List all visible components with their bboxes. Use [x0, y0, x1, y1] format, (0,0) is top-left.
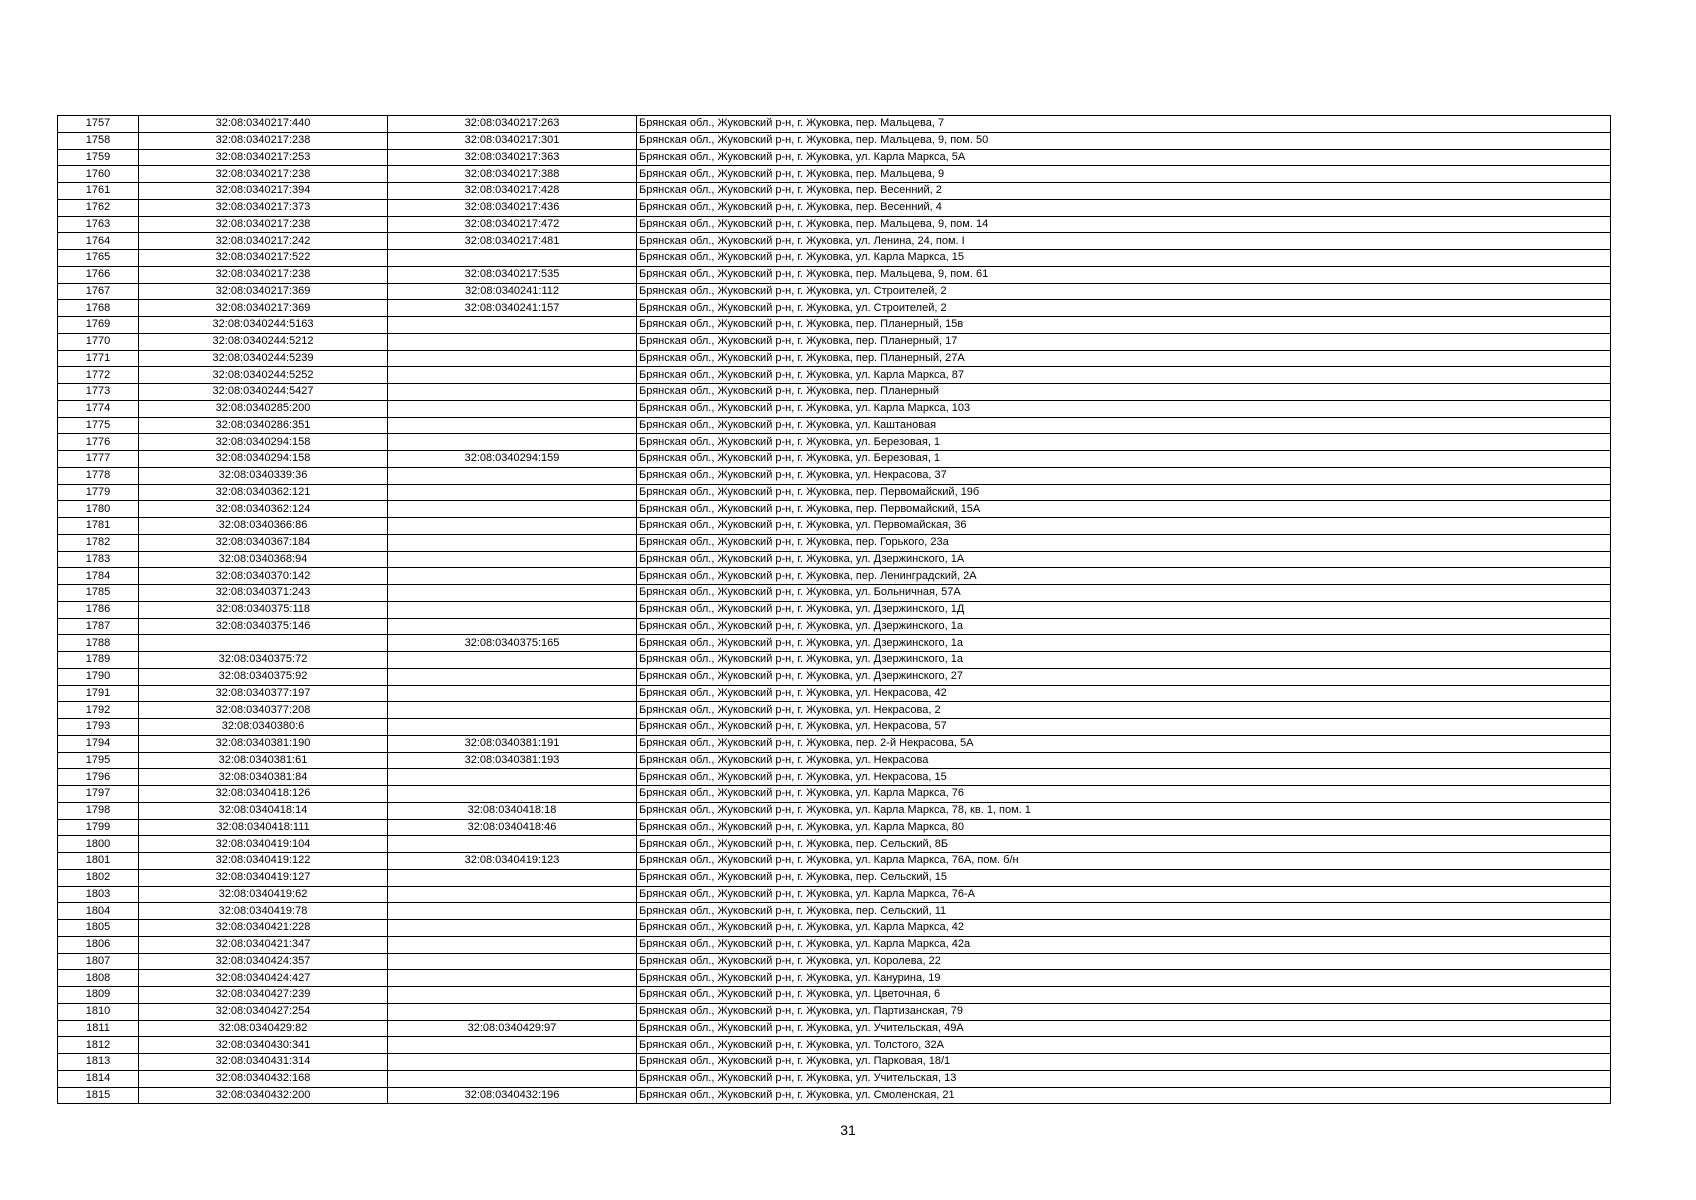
table-row — [58, 903, 1611, 920]
building-number-cell — [388, 434, 637, 451]
building-number-cell — [388, 518, 637, 535]
cadastral-number-cell: 32:08:0340217:238 — [139, 132, 388, 149]
table-row — [58, 233, 1611, 250]
table-row — [58, 149, 1611, 166]
address-cell: Брянская обл., Жуковский р-н, г. Жуковка, ул. Березовая, 1 — [637, 451, 1611, 468]
address-cell: Брянская обл., Жуковский р-н, г. Жуковка, пер. Мальцева, 9, пом. 61 — [637, 266, 1611, 283]
cadastral-number-cell: 32:08:0340217:394 — [139, 183, 388, 200]
address-cell: Брянская обл., Жуковский р-н, г. Жуковка, ул. Дзержинского, 27 — [637, 668, 1611, 685]
row-number-cell: 1758 — [58, 132, 139, 149]
row-number-cell: 1779 — [58, 484, 139, 501]
building-number-cell — [388, 250, 637, 267]
registry-table-body — [58, 116, 1611, 1104]
address-cell: Брянская обл., Жуковский р-н, г. Жуковка, ул. Каштановая — [637, 417, 1611, 434]
building-number-cell: 32:08:0340418:18 — [388, 802, 637, 819]
building-number-cell — [388, 484, 637, 501]
cadastral-number-cell: 32:08:0340421:347 — [139, 936, 388, 953]
building-number-cell: 32:08:0340217:535 — [388, 266, 637, 283]
cadastral-number-cell: 32:08:0340375:146 — [139, 618, 388, 635]
address-cell: Брянская обл., Жуковский р-н, г. Жуковка, ул. Карла Маркса, 103 — [637, 400, 1611, 417]
row-number-cell: 1790 — [58, 668, 139, 685]
building-number-cell — [388, 668, 637, 685]
cadastral-number-cell: 32:08:0340217:440 — [139, 116, 388, 133]
building-number-cell — [388, 551, 637, 568]
row-number-cell: 1808 — [58, 970, 139, 987]
cadastral-number-cell: 32:08:0340217:369 — [139, 283, 388, 300]
building-number-cell: 32:08:0340241:157 — [388, 300, 637, 317]
cadastral-number-cell: 32:08:0340432:168 — [139, 1070, 388, 1087]
row-number-cell: 1781 — [58, 518, 139, 535]
cadastral-number-cell: 32:08:0340419:104 — [139, 836, 388, 853]
table-row — [58, 317, 1611, 334]
address-cell: Брянская обл., Жуковский р-н, г. Жуковка, ул. Канурина, 19 — [637, 970, 1611, 987]
address-cell: Брянская обл., Жуковский р-н, г. Жуковка, ул. Дзержинского, 1а — [637, 635, 1611, 652]
address-cell: Брянская обл., Жуковский р-н, г. Жуковка, пер. Мальцева, 9 — [637, 166, 1611, 183]
address-cell: Брянская обл., Жуковский р-н, г. Жуковка, ул. Дзержинского, 1а — [637, 618, 1611, 635]
row-number-cell: 1775 — [58, 417, 139, 434]
row-number-cell: 1767 — [58, 283, 139, 300]
building-number-cell — [388, 970, 637, 987]
building-number-cell — [388, 1037, 637, 1054]
cadastral-number-cell: 32:08:0340375:92 — [139, 668, 388, 685]
cadastral-number-cell: 32:08:0340419:62 — [139, 886, 388, 903]
building-number-cell: 32:08:0340429:97 — [388, 1020, 637, 1037]
cadastral-number-cell: 32:08:0340419:122 — [139, 853, 388, 870]
address-cell: Брянская обл., Жуковский р-н, г. Жуковка, ул. Строителей, 2 — [637, 283, 1611, 300]
table-row — [58, 484, 1611, 501]
table-row — [58, 752, 1611, 769]
cadastral-number-cell: 32:08:0340286:351 — [139, 417, 388, 434]
row-number-cell: 1771 — [58, 350, 139, 367]
table-row — [58, 534, 1611, 551]
cadastral-number-cell: 32:08:0340370:142 — [139, 568, 388, 585]
cadastral-number-cell: 32:08:0340366:86 — [139, 518, 388, 535]
building-number-cell — [388, 719, 637, 736]
row-number-cell: 1805 — [58, 920, 139, 937]
row-number-cell: 1785 — [58, 585, 139, 602]
cadastral-number-cell: 32:08:0340421:228 — [139, 920, 388, 937]
building-number-cell — [388, 350, 637, 367]
row-number-cell: 1769 — [58, 317, 139, 334]
table-row — [58, 635, 1611, 652]
table-row — [58, 819, 1611, 836]
address-cell: Брянская обл., Жуковский р-н, г. Жуковка, ул. Ленина, 24, пом. I — [637, 233, 1611, 250]
address-cell: Брянская обл., Жуковский р-н, г. Жуковка, пер. Горького, 23а — [637, 534, 1611, 551]
building-number-cell — [388, 702, 637, 719]
building-number-cell — [388, 585, 637, 602]
building-number-cell: 32:08:0340217:301 — [388, 132, 637, 149]
address-cell: Брянская обл., Жуковский р-н, г. Жуковка, ул. Больничная, 57А — [637, 585, 1611, 602]
building-number-cell — [388, 501, 637, 518]
address-cell: Брянская обл., Жуковский р-н, г. Жуковка, ул. Учительская, 49А — [637, 1020, 1611, 1037]
table-row — [58, 1054, 1611, 1071]
address-cell: Брянская обл., Жуковский р-н, г. Жуковка, ул. Карла Маркса, 76 — [637, 786, 1611, 803]
cadastral-number-cell: 32:08:0340419:127 — [139, 869, 388, 886]
address-cell: Брянская обл., Жуковский р-н, г. Жуковка, пер. Планерный — [637, 384, 1611, 401]
table-row — [58, 300, 1611, 317]
row-number-cell: 1807 — [58, 953, 139, 970]
building-number-cell — [388, 367, 637, 384]
cadastral-number-cell: 32:08:0340380:6 — [139, 719, 388, 736]
row-number-cell: 1799 — [58, 819, 139, 836]
address-cell: Брянская обл., Жуковский р-н, г. Жуковка, ул. Карла Маркса, 76-А — [637, 886, 1611, 903]
table-row — [58, 333, 1611, 350]
row-number-cell: 1784 — [58, 568, 139, 585]
cadastral-number-cell: 32:08:0340294:158 — [139, 434, 388, 451]
table-row — [58, 250, 1611, 267]
row-number-cell: 1789 — [58, 652, 139, 669]
building-number-cell: 32:08:0340418:46 — [388, 819, 637, 836]
cadastral-number-cell: 32:08:0340431:314 — [139, 1054, 388, 1071]
table-row — [58, 1003, 1611, 1020]
building-number-cell: 32:08:0340375:165 — [388, 635, 637, 652]
cadastral-number-cell: 32:08:0340367:184 — [139, 534, 388, 551]
address-cell: Брянская обл., Жуковский р-н, г. Жуковка, ул. Некрасова, 2 — [637, 702, 1611, 719]
address-cell: Брянская обл., Жуковский р-н, г. Жуковка, ул. Карла Маркса, 80 — [637, 819, 1611, 836]
address-cell: Брянская обл., Жуковский р-н, г. Жуковка, ул. Карла Маркса, 78, кв. 1, пом. 1 — [637, 802, 1611, 819]
address-cell: Брянская обл., Жуковский р-н, г. Жуковка, ул. Некрасова, 15 — [637, 769, 1611, 786]
row-number-cell: 1776 — [58, 434, 139, 451]
row-number-cell: 1809 — [58, 987, 139, 1004]
address-cell: Брянская обл., Жуковский р-н, г. Жуковка, пер. Весенний, 2 — [637, 183, 1611, 200]
address-cell: Брянская обл., Жуковский р-н, г. Жуковка, пер. Первомайский, 19б — [637, 484, 1611, 501]
address-cell: Брянская обл., Жуковский р-н, г. Жуковка, ул. Смоленская, 21 — [637, 1087, 1611, 1104]
table-row — [58, 886, 1611, 903]
table-row — [58, 551, 1611, 568]
table-row — [58, 719, 1611, 736]
table-row — [58, 652, 1611, 669]
table-row — [58, 920, 1611, 937]
row-number-cell: 1801 — [58, 853, 139, 870]
row-number-cell: 1778 — [58, 467, 139, 484]
table-row — [58, 685, 1611, 702]
table-row — [58, 1087, 1611, 1104]
building-number-cell — [388, 618, 637, 635]
building-number-cell — [388, 920, 637, 937]
address-cell: Брянская обл., Жуковский р-н, г. Жуковка, ул. Дзержинского, 1Д — [637, 601, 1611, 618]
table-row — [58, 116, 1611, 133]
address-cell: Брянская обл., Жуковский р-н, г. Жуковка, пер. Мальцева, 7 — [637, 116, 1611, 133]
cadastral-number-cell: 32:08:0340377:197 — [139, 685, 388, 702]
table-row — [58, 568, 1611, 585]
address-cell: Брянская обл., Жуковский р-н, г. Жуковка, пер. Планерный, 17 — [637, 333, 1611, 350]
address-cell: Брянская обл., Жуковский р-н, г. Жуковка, пер. 2-й Некрасова, 5А — [637, 735, 1611, 752]
address-cell: Брянская обл., Жуковский р-н, г. Жуковка, ул. Некрасова, 37 — [637, 467, 1611, 484]
address-cell: Брянская обл., Жуковский р-н, г. Жуковка, ул. Березовая, 1 — [637, 434, 1611, 451]
cadastral-number-cell: 32:08:0340381:190 — [139, 735, 388, 752]
building-number-cell — [388, 534, 637, 551]
row-number-cell: 1798 — [58, 802, 139, 819]
row-number-cell: 1765 — [58, 250, 139, 267]
building-number-cell — [388, 836, 637, 853]
row-number-cell: 1786 — [58, 601, 139, 618]
building-number-cell: 32:08:0340241:112 — [388, 283, 637, 300]
cadastral-number-cell: 32:08:0340217:238 — [139, 166, 388, 183]
cadastral-number-cell: 32:08:0340381:61 — [139, 752, 388, 769]
row-number-cell: 1777 — [58, 451, 139, 468]
address-cell: Брянская обл., Жуковский р-н, г. Жуковка, ул. Дзержинского, 1а — [637, 652, 1611, 669]
table-row — [58, 618, 1611, 635]
row-number-cell: 1770 — [58, 333, 139, 350]
cadastral-number-cell: 32:08:0340285:200 — [139, 400, 388, 417]
building-number-cell: 32:08:0340217:472 — [388, 216, 637, 233]
building-number-cell — [388, 685, 637, 702]
table-row — [58, 166, 1611, 183]
cadastral-number-cell: 32:08:0340418:111 — [139, 819, 388, 836]
building-number-cell — [388, 869, 637, 886]
address-cell: Брянская обл., Жуковский р-н, г. Жуковка, ул. Карла Маркса, 5А — [637, 149, 1611, 166]
building-number-cell — [388, 400, 637, 417]
row-number-cell: 1806 — [58, 936, 139, 953]
address-cell: Брянская обл., Жуковский р-н, г. Жуковка, пер. Первомайский, 15А — [637, 501, 1611, 518]
row-number-cell: 1783 — [58, 551, 139, 568]
row-number-cell: 1796 — [58, 769, 139, 786]
address-cell: Брянская обл., Жуковский р-н, г. Жуковка, ул. Парковая, 18/1 — [637, 1054, 1611, 1071]
address-cell: Брянская обл., Жуковский р-н, г. Жуковка, ул. Строителей, 2 — [637, 300, 1611, 317]
cadastral-number-cell: 32:08:0340429:82 — [139, 1020, 388, 1037]
table-row — [58, 417, 1611, 434]
row-number-cell: 1760 — [58, 166, 139, 183]
cadastral-number-cell: 32:08:0340375:72 — [139, 652, 388, 669]
address-cell: Брянская обл., Жуковский р-н, г. Жуковка, пер. Сельский, 8Б — [637, 836, 1611, 853]
cadastral-number-cell: 32:08:0340217:253 — [139, 149, 388, 166]
address-cell: Брянская обл., Жуковский р-н, г. Жуковка, пер. Мальцева, 9, пом. 14 — [637, 216, 1611, 233]
row-number-cell: 1794 — [58, 735, 139, 752]
row-number-cell: 1814 — [58, 1070, 139, 1087]
cadastral-number-cell: 32:08:0340362:121 — [139, 484, 388, 501]
cadastral-number-cell: 32:08:0340418:14 — [139, 802, 388, 819]
table-row — [58, 467, 1611, 484]
row-number-cell: 1810 — [58, 1003, 139, 1020]
building-number-cell — [388, 568, 637, 585]
registry-table — [57, 115, 1611, 1104]
table-row — [58, 585, 1611, 602]
building-number-cell — [388, 467, 637, 484]
row-number-cell: 1792 — [58, 702, 139, 719]
table-row — [58, 199, 1611, 216]
cadastral-number-cell: 32:08:0340244:5163 — [139, 317, 388, 334]
address-cell: Брянская обл., Жуковский р-н, г. Жуковка, ул. Дзержинского, 1А — [637, 551, 1611, 568]
building-number-cell: 32:08:0340217:428 — [388, 183, 637, 200]
row-number-cell: 1766 — [58, 266, 139, 283]
table-row — [58, 434, 1611, 451]
address-cell: Брянская обл., Жуковский р-н, г. Жуковка, ул. Толстого, 32А — [637, 1037, 1611, 1054]
row-number-cell: 1793 — [58, 719, 139, 736]
cadastral-number-cell: 32:08:0340217:238 — [139, 216, 388, 233]
building-number-cell — [388, 786, 637, 803]
address-cell: Брянская обл., Жуковский р-н, г. Жуковка, пер. Сельский, 15 — [637, 869, 1611, 886]
cadastral-number-cell: 32:08:0340217:369 — [139, 300, 388, 317]
building-number-cell: 32:08:0340217:481 — [388, 233, 637, 250]
row-number-cell: 1812 — [58, 1037, 139, 1054]
cadastral-number-cell: 32:08:0340368:94 — [139, 551, 388, 568]
address-cell: Брянская обл., Жуковский р-н, г. Жуковка, ул. Карла Маркса, 42 — [637, 920, 1611, 937]
table-row — [58, 132, 1611, 149]
table-row — [58, 266, 1611, 283]
cadastral-number-cell: 32:08:0340427:254 — [139, 1003, 388, 1020]
row-number-cell: 1802 — [58, 869, 139, 886]
table-row — [58, 668, 1611, 685]
table-row — [58, 769, 1611, 786]
cadastral-number-cell: 32:08:0340217:238 — [139, 266, 388, 283]
address-cell: Брянская обл., Жуковский р-н, г. Жуковка, пер. Мальцева, 9, пом. 50 — [637, 132, 1611, 149]
page-number: 31 — [840, 1122, 856, 1138]
building-number-cell — [388, 1054, 637, 1071]
table-row — [58, 735, 1611, 752]
building-number-cell — [388, 936, 637, 953]
row-number-cell: 1815 — [58, 1087, 139, 1104]
cadastral-number-cell: 32:08:0340217:373 — [139, 199, 388, 216]
table-row — [58, 702, 1611, 719]
table-row — [58, 987, 1611, 1004]
building-number-cell — [388, 903, 637, 920]
cadastral-number-cell: 32:08:0340339:36 — [139, 467, 388, 484]
building-number-cell: 32:08:0340217:363 — [388, 149, 637, 166]
row-number-cell: 1762 — [58, 199, 139, 216]
row-number-cell: 1768 — [58, 300, 139, 317]
building-number-cell — [388, 1070, 637, 1087]
address-cell: Брянская обл., Жуковский р-н, г. Жуковка, ул. Цветочная, 6 — [637, 987, 1611, 1004]
cadastral-number-cell: 32:08:0340362:124 — [139, 501, 388, 518]
table-row — [58, 1070, 1611, 1087]
row-number-cell: 1761 — [58, 183, 139, 200]
address-cell: Брянская обл., Жуковский р-н, г. Жуковка, ул. Некрасова — [637, 752, 1611, 769]
building-number-cell — [388, 886, 637, 903]
cadastral-number-cell: 32:08:0340217:522 — [139, 250, 388, 267]
row-number-cell: 1804 — [58, 903, 139, 920]
address-cell: Брянская обл., Жуковский р-н, г. Жуковка, ул. Первомайская, 36 — [637, 518, 1611, 535]
cadastral-number-cell: 32:08:0340244:5427 — [139, 384, 388, 401]
building-number-cell — [388, 652, 637, 669]
address-cell: Брянская обл., Жуковский р-н, г. Жуковка, ул. Королева, 22 — [637, 953, 1611, 970]
row-number-cell: 1772 — [58, 367, 139, 384]
cadastral-number-cell: 32:08:0340424:357 — [139, 953, 388, 970]
row-number-cell: 1788 — [58, 635, 139, 652]
cadastral-number-cell: 32:08:0340217:242 — [139, 233, 388, 250]
address-cell: Брянская обл., Жуковский р-н, г. Жуковка, ул. Партизанская, 79 — [637, 1003, 1611, 1020]
cadastral-number-cell: 32:08:0340244:5212 — [139, 333, 388, 350]
address-cell: Брянская обл., Жуковский р-н, г. Жуковка, ул. Некрасова, 42 — [637, 685, 1611, 702]
building-number-cell — [388, 953, 637, 970]
table-row — [58, 1037, 1611, 1054]
row-number-cell: 1764 — [58, 233, 139, 250]
address-cell: Брянская обл., Жуковский р-н, г. Жуковка, ул. Карла Маркса, 76А, пом. б/н — [637, 853, 1611, 870]
cadastral-number-cell: 32:08:0340244:5239 — [139, 350, 388, 367]
row-number-cell: 1773 — [58, 384, 139, 401]
table-row — [58, 836, 1611, 853]
building-number-cell — [388, 601, 637, 618]
address-cell: Брянская обл., Жуковский р-н, г. Жуковка, ул. Учительская, 13 — [637, 1070, 1611, 1087]
building-number-cell: 32:08:0340217:263 — [388, 116, 637, 133]
address-cell: Брянская обл., Жуковский р-н, г. Жуковка, пер. Ленинградский, 2А — [637, 568, 1611, 585]
row-number-cell: 1795 — [58, 752, 139, 769]
table-row — [58, 936, 1611, 953]
row-number-cell: 1780 — [58, 501, 139, 518]
building-number-cell — [388, 384, 637, 401]
table-row — [58, 518, 1611, 535]
table-row — [58, 601, 1611, 618]
building-number-cell — [388, 333, 637, 350]
table-row — [58, 1020, 1611, 1037]
address-cell: Брянская обл., Жуковский р-н, г. Жуковка, ул. Карла Маркса, 15 — [637, 250, 1611, 267]
table-row — [58, 183, 1611, 200]
row-number-cell: 1763 — [58, 216, 139, 233]
cadastral-number-cell: 32:08:0340377:208 — [139, 702, 388, 719]
cadastral-number-cell: 32:08:0340430:341 — [139, 1037, 388, 1054]
building-number-cell — [388, 317, 637, 334]
building-number-cell: 32:08:0340381:191 — [388, 735, 637, 752]
table-row — [58, 367, 1611, 384]
row-number-cell: 1787 — [58, 618, 139, 635]
cadastral-number-cell — [139, 635, 388, 652]
cadastral-number-cell: 32:08:0340424:427 — [139, 970, 388, 987]
table-row — [58, 853, 1611, 870]
table-row — [58, 350, 1611, 367]
row-number-cell: 1813 — [58, 1054, 139, 1071]
building-number-cell: 32:08:0340381:193 — [388, 752, 637, 769]
cadastral-number-cell: 32:08:0340381:84 — [139, 769, 388, 786]
table-row — [58, 970, 1611, 987]
row-number-cell: 1757 — [58, 116, 139, 133]
row-number-cell: 1800 — [58, 836, 139, 853]
table-row — [58, 501, 1611, 518]
address-cell: Брянская обл., Жуковский р-н, г. Жуковка, ул. Карла Маркса, 42а — [637, 936, 1611, 953]
address-cell: Брянская обл., Жуковский р-н, г. Жуковка, пер. Весенний, 4 — [637, 199, 1611, 216]
building-number-cell — [388, 769, 637, 786]
address-cell: Брянская обл., Жуковский р-н, г. Жуковка, пер. Сельский, 11 — [637, 903, 1611, 920]
building-number-cell: 32:08:0340217:388 — [388, 166, 637, 183]
cadastral-number-cell: 32:08:0340244:5252 — [139, 367, 388, 384]
row-number-cell: 1759 — [58, 149, 139, 166]
cadastral-number-cell: 32:08:0340294:158 — [139, 451, 388, 468]
table-row — [58, 802, 1611, 819]
cadastral-number-cell: 32:08:0340427:239 — [139, 987, 388, 1004]
building-number-cell: 32:08:0340294:159 — [388, 451, 637, 468]
row-number-cell: 1791 — [58, 685, 139, 702]
building-number-cell: 32:08:0340217:436 — [388, 199, 637, 216]
cadastral-number-cell: 32:08:0340371:243 — [139, 585, 388, 602]
building-number-cell — [388, 987, 637, 1004]
address-cell: Брянская обл., Жуковский р-н, г. Жуковка, ул. Некрасова, 57 — [637, 719, 1611, 736]
cadastral-number-cell: 32:08:0340418:126 — [139, 786, 388, 803]
row-number-cell: 1803 — [58, 886, 139, 903]
building-number-cell — [388, 1003, 637, 1020]
cadastral-number-cell: 32:08:0340432:200 — [139, 1087, 388, 1104]
building-number-cell: 32:08:0340419:123 — [388, 853, 637, 870]
cadastral-number-cell: 32:08:0340375:118 — [139, 601, 388, 618]
building-number-cell: 32:08:0340432:196 — [388, 1087, 637, 1104]
row-number-cell: 1797 — [58, 786, 139, 803]
address-cell: Брянская обл., Жуковский р-н, г. Жуковка, ул. Карла Маркса, 87 — [637, 367, 1611, 384]
row-number-cell: 1774 — [58, 400, 139, 417]
building-number-cell — [388, 417, 637, 434]
address-cell: Брянская обл., Жуковский р-н, г. Жуковка, пер. Планерный, 15в — [637, 317, 1611, 334]
row-number-cell: 1782 — [58, 534, 139, 551]
address-cell: Брянская обл., Жуковский р-н, г. Жуковка, пер. Планерный, 27А — [637, 350, 1611, 367]
table-row — [58, 451, 1611, 468]
table-row — [58, 786, 1611, 803]
cadastral-number-cell: 32:08:0340419:78 — [139, 903, 388, 920]
table-row — [58, 869, 1611, 886]
table-row — [58, 400, 1611, 417]
table-row — [58, 384, 1611, 401]
table-row — [58, 953, 1611, 970]
table-row — [58, 283, 1611, 300]
row-number-cell: 1811 — [58, 1020, 139, 1037]
table-row — [58, 216, 1611, 233]
